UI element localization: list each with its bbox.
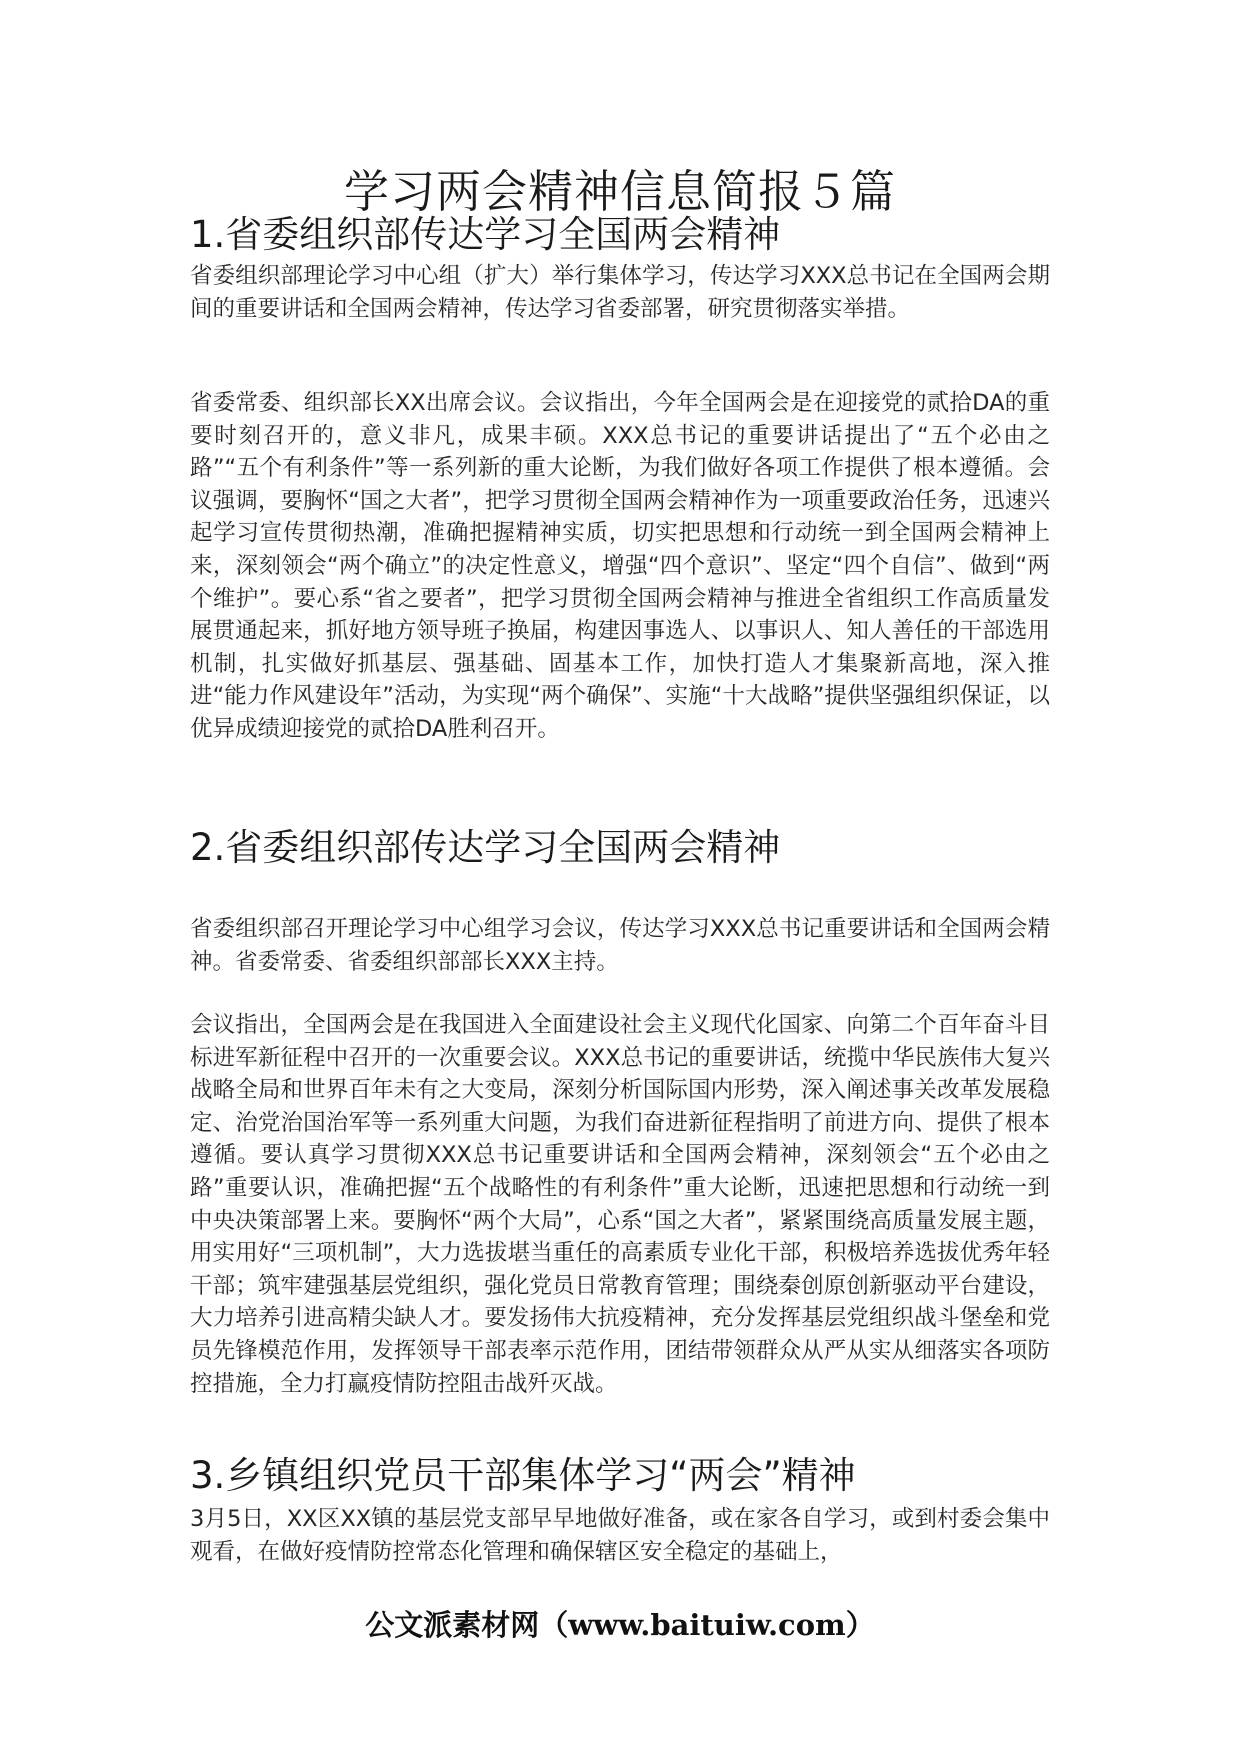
section-1-paragraph-1: 省委组织部理论学习中心组（扩大）举行集体学习，传达学习XXX总书记在全国两会期间的重要讲话和全国两会精神，传达学习省委部署，研究贯彻落实举措。: [190, 263, 1050, 322]
document-title: 学习两会精神信息简报５篇: [343, 165, 896, 218]
section-3-paragraph-1: 3月5日，XX区XX镇的基层党支部早早地做好准备，或在家各自学习，或到村委会集中观看，在做好疫情防控常态化管理和确保辖区安全稳定的基础上，: [190, 1506, 1050, 1565]
section-1-paragraph-2: 省委常委、组织部长XX出席会议。会议指出，今年全国两会是在迎接党的贰拾DA的重要时刻召开的，意义非凡，成果丰硕。XXX总书记的重要讲话提出了“五个必由之路”“五个有利条件”等一系列新的重大论断，为我们做好各项工作提供了根本遵循。会议强调，要胸怀“国之大者”，把学习贯彻全国两会精神作为一项重要政治任务，迅速兴起学习宣传贯彻热潮，准确把握精神实质，切实把思想和行动统一到全国两会精神上来，深刻领会“两个确立”的决定性意义，增强“四个意识”、坚定“四个自信”、做到“两个维护”。要心系“省之要者”，把学习贯彻全国两会精神与推进全省组织工作高质量发展贯通起来，抓好地方领导班子换届，构建因事选人、以事识人、知人善任的干部选用机制，扎实做好抓基层、强基础、固基本工作，加快打造人才集聚新高地，深入推进“能力作风建设年”活动，为实现“两个确保”、实施“十大战略”提供坚强组织保证，以优异成绩迎接党的贰拾DA胜利召开。: [190, 390, 1050, 742]
section-1-heading: 1.省委组织部传达学习全国两会精神: [190, 213, 781, 256]
footer-source: 公文派素材网（www.baituiw.com）: [365, 1608, 875, 1642]
section-2-paragraph-2: 会议指出，全国两会是在我国进入全面建设社会主义现代化国家、向第二个百年奋斗目标进军新征程中召开的一次重要会议。XXX总书记的重要讲话，统揽中华民族伟大复兴战略全局和世界百年未有之大变局，深刻分析国际国内形势，深入阐述事关改革发展稳定、治党治国治军等一系列重大问题，为我们奋进新征程指明了前进方向、提供了根本遵循。要认真学习贯彻XXX总书记重要讲话和全国两会精神，深刻领会“五个必由之路”重要认识，准确把握“五个战略性的有利条件”重大论断，迅速把思想和行动统一到中央决策部署上来。要胸怀“两个大局”，心系“国之大者”，紧紧围绕高质量发展主题，用实用好“三项机制”，大力选拔堪当重任的高素质专业化干部，积极培养选拔优秀年轻干部；筑牢建强基层党组织，强化党员日常教育管理；围绕秦创原创新驱动平台建设，大力培养引进高精尖缺人才。要发扬伟大抗疫精神，充分发挥基层党组织战斗堡垒和党员先锋模范作用，发挥领导干部表率示范作用，团结带领群众从严从实从细落实各项防控措施，全力打赢疫情防控阻击战歼灭战。: [190, 1012, 1050, 1397]
section-2-paragraph-1: 省委组织部召开理论学习中心组学习会议，传达学习XXX总书记重要讲话和全国两会精神。省委常委、省委组织部部长XXX主持。: [190, 916, 1050, 975]
section-3-heading: 3.乡镇组织党员干部集体学习“两会”精神: [190, 1454, 856, 1497]
section-2-heading: 2.省委组织部传达学习全国两会精神: [190, 826, 781, 869]
